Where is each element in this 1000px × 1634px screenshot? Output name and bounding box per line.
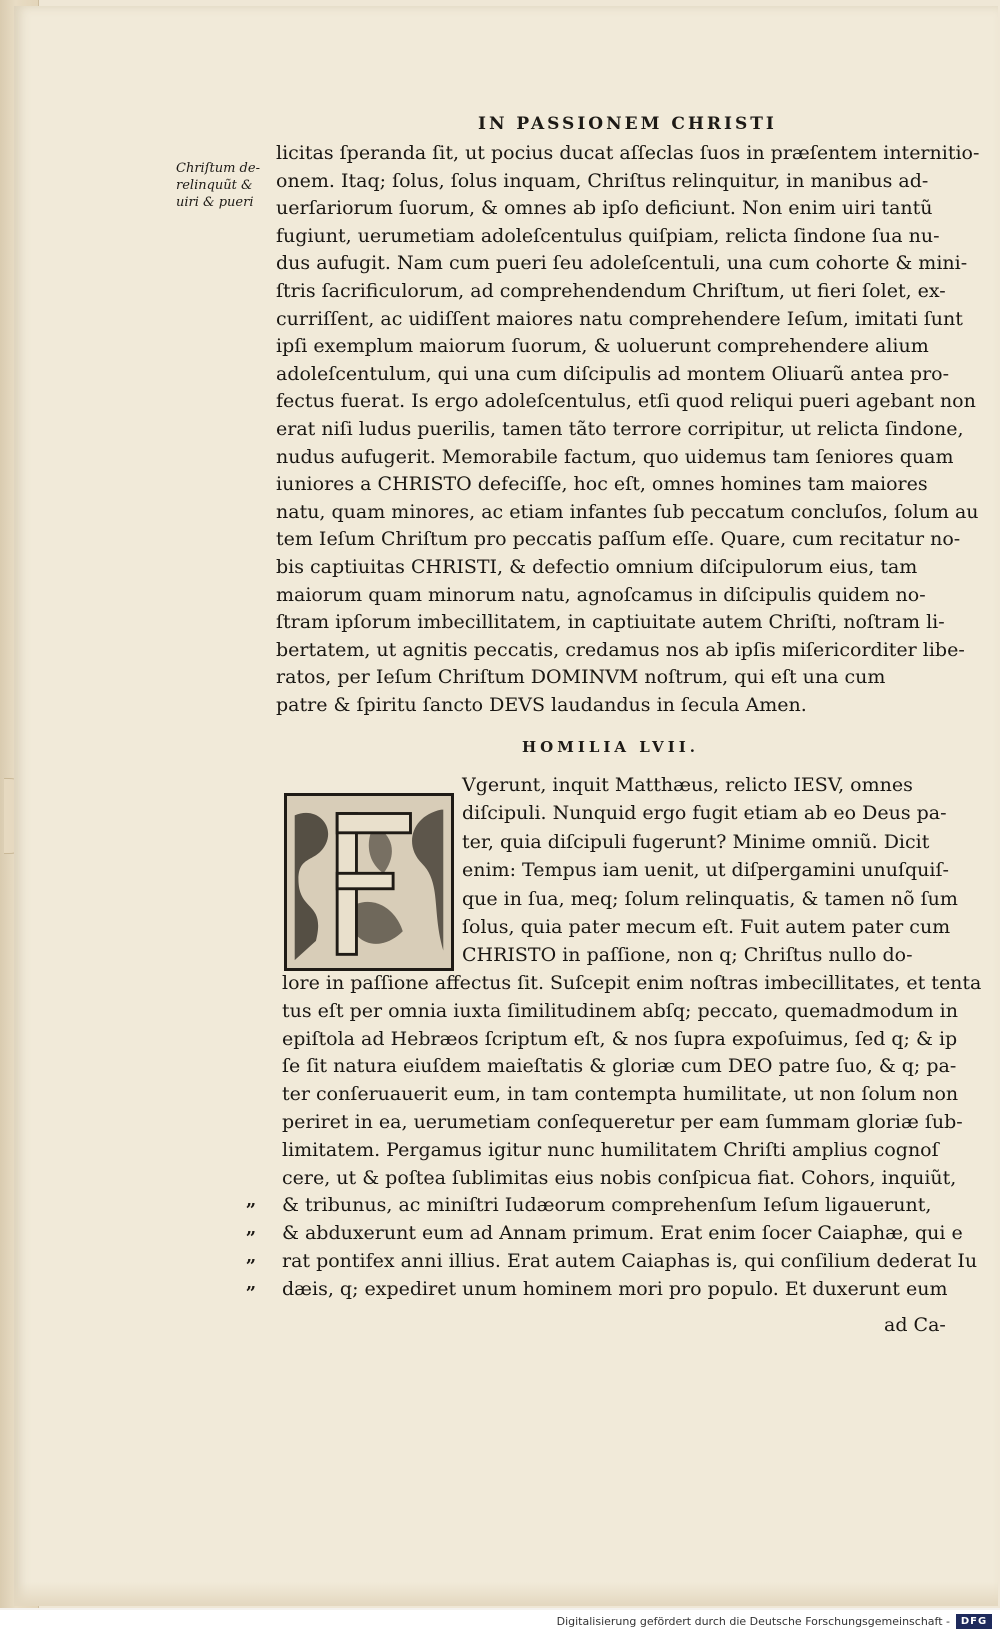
text-line: ſtram ipſorum imbecillitatem, in captiuitate autem Chriſti, noſtram li- (276, 611, 945, 634)
text-line: CHRISTO in paſſione, non q; Chriſtus nullo do- (462, 944, 913, 967)
text-line: & tribunus, ac miniſtri Iudæorum comprehenſum Ieſum ligauerunt, (282, 1194, 932, 1217)
text-line: natu, quam minores, ac etiam infantes ſub peccatum concluſos, ſolum au (276, 500, 979, 523)
text-line: enim: Tempus iam uenit, ut diſpergamini unuſquiſ- (462, 859, 949, 882)
quote-mark: „ (246, 1190, 257, 1211)
text-line: diſcipuli. Nunquid ergo fugit etiam ab eo Deus pa- (462, 802, 947, 825)
decorated-initial (284, 793, 454, 971)
quotation-markers (246, 1187, 272, 1298)
marginal-note-line: relinquũt & (176, 178, 253, 193)
running-head: IN PASSIONEM CHRISTI (478, 114, 777, 134)
text-line: nudus aufugerit. Memorabile factum, quo uidemus tam ſeniores quam (276, 445, 954, 468)
woodcut-initial-icon (287, 796, 451, 968)
quote-mark: „ (246, 1273, 257, 1295)
text-line: fectus fuerat. Is ergo adoleſcentulus, etſi quod reliqui pueri agebant non (276, 390, 976, 413)
marginal-note-line: uiri & pueri (176, 195, 254, 210)
text-line: ter, quia diſcipuli fugerunt? Minime omniũ. Dicit (462, 830, 930, 853)
text-line: patre & ſpiritu ſancto DEVS laudandus in ſecula Amen. (276, 693, 807, 716)
text-line: ſe ſit natura eiuſdem maieſtatis & gloriæ cum DEO patre ſuo, & q; pa- (282, 1055, 957, 1078)
quote-mark: „ (246, 1217, 257, 1239)
text-line: tus eſt per omnia iuxta ſimilitudinem abſq; peccato, quemadmodum in (282, 999, 958, 1022)
text-line: dæis, q; expediret unum hominem mori pro populo. Et duxerunt eum (282, 1277, 948, 1300)
text-line: periret in ea, uerumetiam conſequeretur per eam ſummam gloriæ ſub- (282, 1110, 963, 1133)
text-line: bis captiuitas CHRISTI, & defectio omnium diſcipulorum eius, tam (276, 555, 918, 578)
text-line: maiorum quam minorum natu, agnoſcamus in diſcipulis quidem no- (276, 583, 926, 606)
text-line: iuniores a CHRISTO defeciſſe, hoc eſt, omnes homines tam maiores (276, 473, 928, 496)
catchword: ad Ca- (884, 1314, 946, 1336)
text-line: curriſſent, ac uidiſſent maiores natu comprehendere Ieſum, imitati ſunt (276, 307, 963, 330)
text-line: epiſtola ad Hebræos ſcriptum eſt, & nos ſupra expoſuimus, ſed q; & ip (282, 1027, 958, 1050)
digitization-footer (0, 1610, 1000, 1634)
marginal-note-line: Chriſtum de- (176, 161, 260, 176)
text-line: que in ſua, meq; ſolum relinquatis, & tamen nõ ſum (462, 887, 958, 910)
dfg-logo: DFG (956, 1614, 992, 1629)
quote-mark: „ (246, 1245, 257, 1267)
text-line: lore in paſſione affectus ſit. Suſcepit enim noſtras imbecillitates, et tenta (282, 972, 982, 994)
text-line: licitas ſperanda ſit, ut pocius ducat aſſeclas ſuos in præſentem internitio- (276, 142, 980, 164)
continuation-text-block (282, 970, 982, 1304)
text-line: limitatem. Pergamus igitur nunc humilitatem Chriſti amplius cognoſ (282, 1138, 939, 1161)
text-line: ter conſeruauerit eum, in tam contempta humilitate, ut non ſolum non (282, 1083, 959, 1106)
text-line: ſtris ſacrificulorum, ad comprehendendum Chriſtum, ut fieri ſolet, ex- (276, 279, 946, 302)
homily-heading: HOMILIA LVII. (522, 738, 699, 756)
marginal-note (176, 160, 272, 211)
text-line: uerſariorum ſuorum, & omnes ab ipſo deficiunt. Non enim uiri tantũ (276, 197, 933, 220)
text-line: bertatem, ut agnitis peccatis, credamus nos ab ipſis miſericorditer libe- (276, 638, 965, 661)
text-line: Vgerunt, inquit Matthæus, relicto IESV, omnes (462, 774, 913, 796)
text-line: fugiunt, uerumetiam adoleſcentulus quiſpiam, relicta ſindone ſua nu- (276, 224, 940, 247)
text-line: onem. Itaq; ſolus, ſolus inquam, Chriſtus relinquitur, in manibus ad- (276, 169, 929, 192)
text-line: cere, ut & poſtea ſublimitas eius nobis conſpicua fiat. Cohors, inquiũt, (282, 1166, 957, 1189)
text-line: dus aufugit. Nam cum pueri ſeu adoleſcentuli, una cum cohorte & mini- (276, 252, 968, 275)
opening-paragraph (462, 771, 958, 970)
funding-credit: Digitalisierung gefördert durch die Deutsche Forschungsgemeinschaft - (556, 1615, 950, 1628)
main-text-block (276, 140, 980, 719)
text-line: ipſi exemplum maiorum ſuorum, & uoluerunt comprehendere alium (276, 335, 929, 358)
text-line: & abduxerunt eum ad Annam primum. Erat enim ſocer Caiaphæ, qui e (282, 1222, 963, 1245)
text-line: adoleſcentulum, qui una cum diſcipulis ad montem Oliuarũ antea pro- (276, 362, 950, 385)
text-line: rat pontifex anni illius. Erat autem Caiaphas is, qui conſilium dederat Iu (282, 1249, 978, 1272)
text-line: ſolus, quia pater mecum eſt. Fuit autem pater cum (462, 915, 951, 938)
text-line: erat niſi ludus puerilis, tamen tãto terrore corripitur, ut relicta ſindone, (276, 417, 964, 440)
text-line: ratos, per Ieſum Chriſtum DOMINVM noſtrum, qui eſt una cum (276, 666, 886, 689)
text-line: tem Ieſum Chriſtum pro peccatis paſſum eſſe. Quare, cum recitatur no- (276, 528, 961, 551)
